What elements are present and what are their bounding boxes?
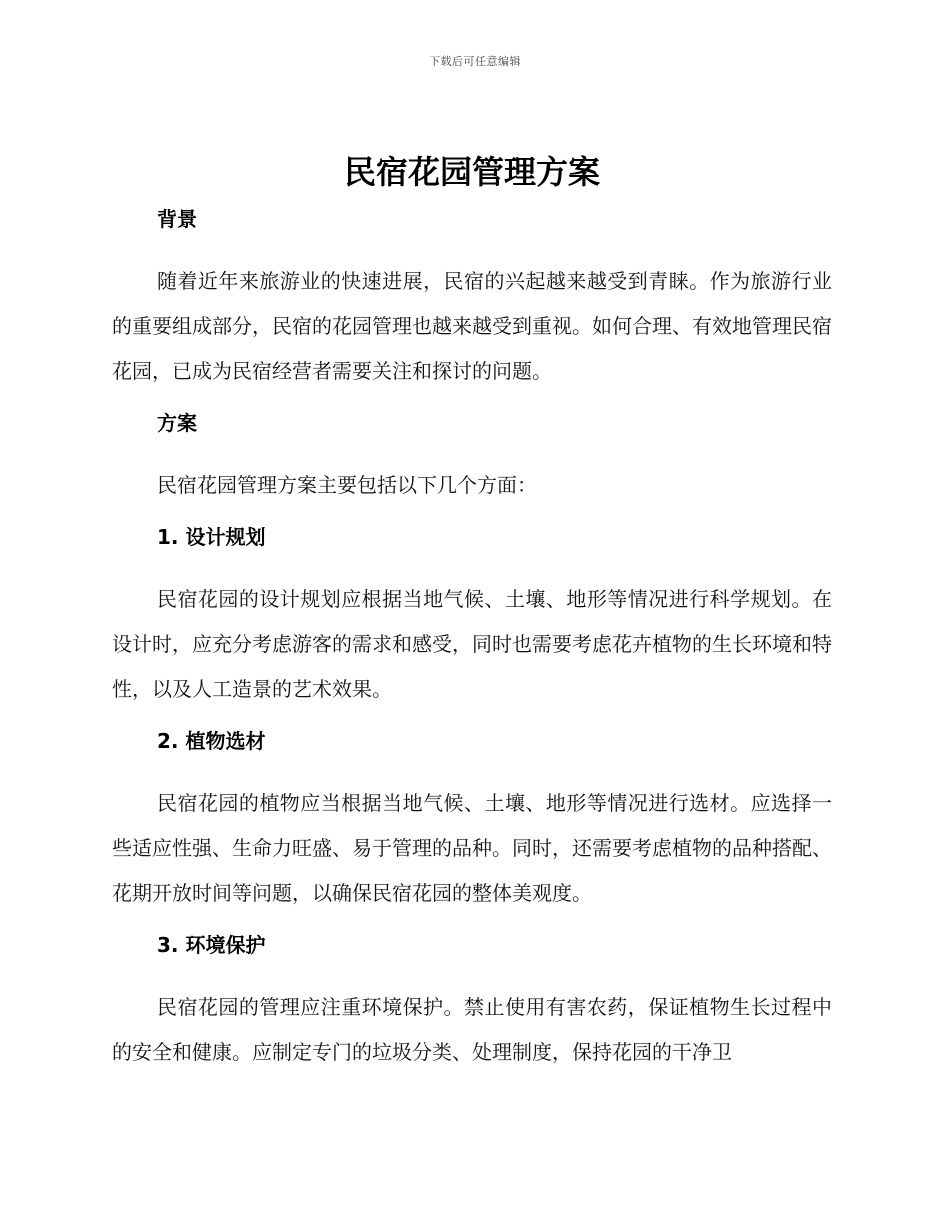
spacer [112,916,832,928]
section-paragraph-environment: 民宿花园的管理应注重环境保护。禁止使用有害农药，保证植物生长过程中的安全和健康。应制定专门的垃圾分类、处理制度，保持花园的干净卫 [112,995,832,1064]
spacer [112,962,832,985]
spacer [112,712,832,724]
spacer [112,758,832,781]
section-paragraph-plants: 民宿花园的植物应当根据当地气候、土壤、地形等情况进行选材。应选择一些适应性强、生命力旺盛、易于管理的品种。同时，还需要考虑植物的品种搭配、花期开放时间等问题，以确保民宿花园的整体美观度。 [112,791,832,905]
section-heading-plants: 2. 植物选材 [157,729,266,753]
document-body [112,148,832,1075]
section-heading-design: 1. 设计规划 [157,525,266,549]
section-heading-environment: 3. 环境保护 [157,933,266,957]
section-heading-background: 背景 [157,207,197,231]
document-title: 民宿花园管理方案 [343,153,600,191]
spacer [112,440,832,463]
section-paragraph-background: 随着近年来旅游业的快速进展，民宿的兴起越来越受到青睐。作为旅游行业的重要组成部分，民宿的花园管理也越来越受到重视。如何合理、有效地管理民宿花园，已成为民宿经营者需要关注和探讨的问题。 [112,269,832,383]
spacer [112,236,832,259]
section-heading-plan: 方案 [157,411,197,435]
section-paragraph-plan: 民宿花园管理方案主要包括以下几个方面： [157,473,537,497]
spacer [112,554,832,577]
spacer [112,394,832,406]
header-note: 下载后可任意编辑 [429,55,521,68]
section-paragraph-design: 民宿花园的设计规划应根据当地气候、土壤、地形等情况进行科学规划。在设计时，应充分考虑游客的需求和感受，同时也需要考虑花卉植物的生长环境和特性，以及人工造景的艺术效果。 [112,587,832,701]
spacer [112,508,832,520]
